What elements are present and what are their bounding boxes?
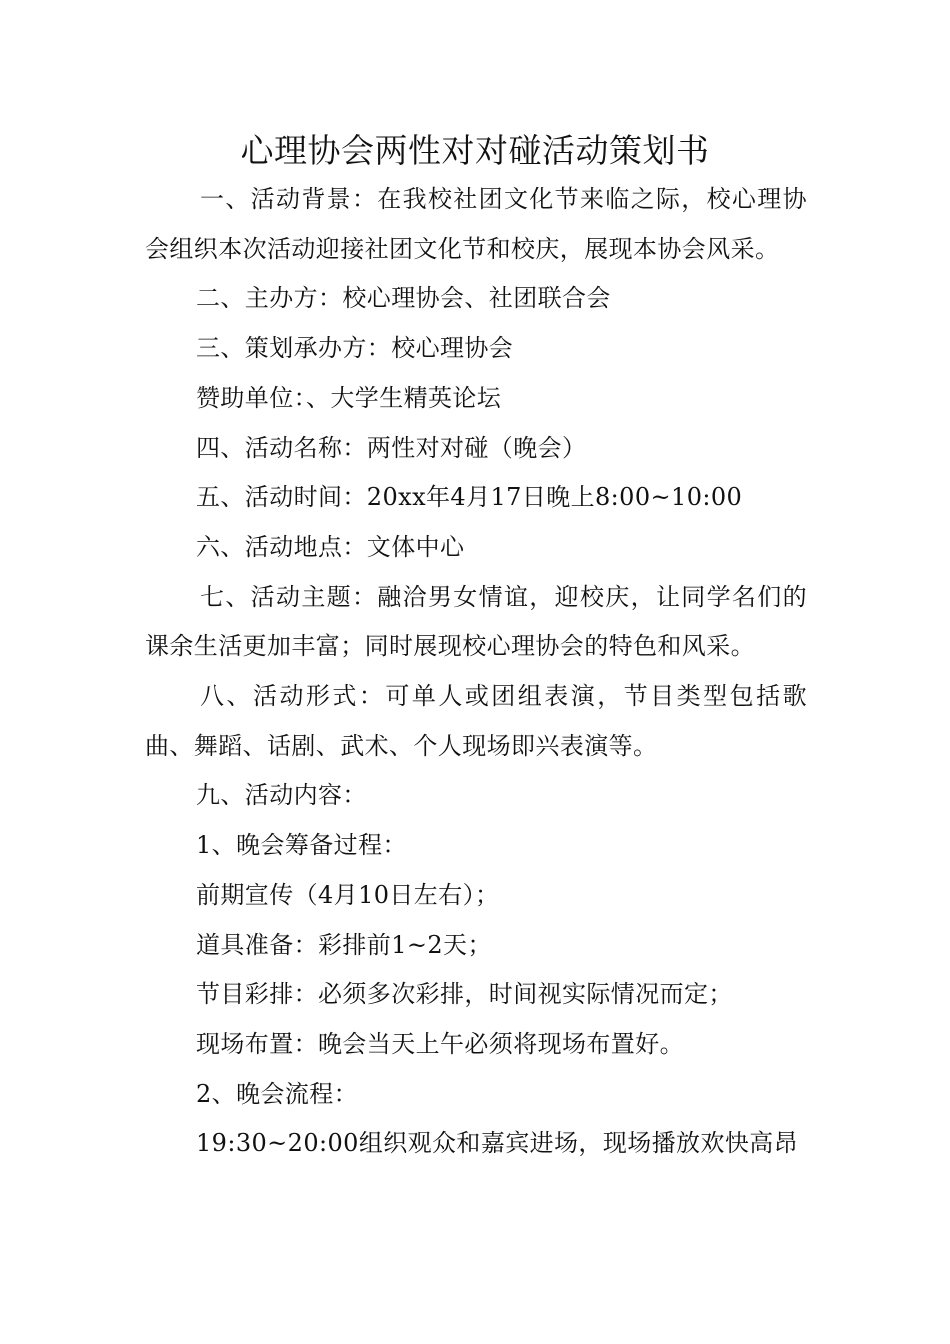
paragraph-flow-first-step: 19:30~20:00组织观众和嘉宾进场，现场播放欢快高昂 <box>196 1129 799 1158</box>
paragraph-event-name: 四、活动名称：两性对对碰（晚会） <box>196 433 587 462</box>
paragraph-venue-setup: 现场布置：晚会当天上午必须将现场布置好。 <box>196 1029 684 1058</box>
paragraph-publicity: 前期宣传（4月10日左右）； <box>196 880 500 909</box>
paragraph-planner: 三、策划承办方：校心理协会 <box>196 334 514 363</box>
paragraph-sponsor: 赞助单位：、大学生精英论坛 <box>196 383 502 412</box>
paragraph-event-theme: 七、活动主题：融洽男女情谊，迎校庆，让同学名们的课余生活更加丰富；同时展现校心理协会的特色和风采。 <box>145 582 807 661</box>
document-title: 心理协会两性对对碰活动策划书 <box>240 131 710 170</box>
paragraph-background: 一、活动背景：在我校社团文化节来临之际，校心理协会组织本次活动迎接社团文化节和校庆，展现本协会风采。 <box>145 185 807 263</box>
document-body <box>145 175 807 1169</box>
paragraph-event-time: 五、活动时间：20xx年4月17日晚上8:00~10:00 <box>196 483 743 512</box>
paragraph-event-location: 六、活动地点：文体中心 <box>196 532 465 561</box>
paragraph-event-content: 九、活动内容： <box>196 781 367 810</box>
paragraph-preparation-heading: 1、晚会筹备过程： <box>196 831 407 860</box>
paragraph-props: 道具准备：彩排前1~2天； <box>196 930 492 959</box>
paragraph-rehearsal: 节目彩排：必须多次彩排，时间视实际情况而定； <box>196 980 733 1009</box>
paragraph-event-format: 八、活动形式：可单人或团组表演，节目类型包括歌曲、舞蹈、话剧、武术、个人现场即兴表演等。 <box>145 682 807 760</box>
paragraph-organizer: 二、主办方：校心理协会、社团联合会 <box>196 284 611 313</box>
paragraph-flow-heading: 2、晚会流程： <box>196 1079 359 1108</box>
